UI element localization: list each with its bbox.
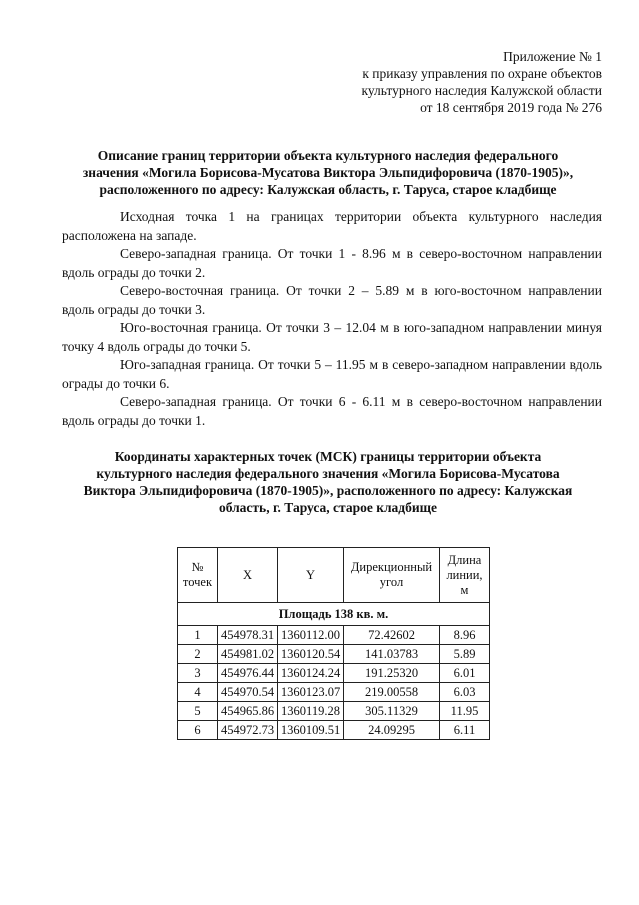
cell-x: 454970.54: [218, 683, 278, 702]
cell-x: 454981.02: [218, 645, 278, 664]
cell-x: 454976.44: [218, 664, 278, 683]
title-line: значения «Могила Борисова-Мусатова Виктора Эльпидифоровича (1870-1905)»,: [82, 165, 574, 180]
cell-point: 2: [178, 645, 218, 664]
annex-line: к приказу управления по охране объектов: [362, 66, 602, 81]
annex-line: Приложение № 1: [503, 49, 602, 64]
table-row: [178, 702, 490, 721]
title-line: Виктора Эльпидифоровича (1870-1905)», расположенного по адресу: Калужская: [83, 483, 573, 498]
cell-point: 3: [178, 664, 218, 683]
table-row: [178, 721, 490, 740]
cell-angle: 72.42602: [344, 626, 440, 645]
paragraph: Исходная точка 1 на границах территории объекта культурного наследия расположена на западе.: [62, 209, 602, 243]
title-line: культурного наследия федерального значения «Могила Борисова-Мусатова: [96, 466, 560, 481]
cell-y: 1360123.07: [278, 683, 344, 702]
title-line: область, г. Таруса, старое кладбище: [218, 500, 438, 515]
cell-length: 5.89: [440, 645, 490, 664]
cell-angle: 24.09295: [344, 721, 440, 740]
cell-y: 1360109.51: [278, 721, 344, 740]
cell-angle: 191.25320: [344, 664, 440, 683]
cell-x: 454965.86: [218, 702, 278, 721]
area-row: [178, 603, 490, 626]
table-row: [178, 626, 490, 645]
annex-line: культурного наследия Калужской области: [361, 83, 602, 98]
header-line-length: Длина линии, м: [440, 548, 490, 603]
header-x: X: [218, 548, 278, 603]
cell-length: 6.11: [440, 721, 490, 740]
paragraph: Северо-западная граница. От точки 1 - 8.96 м в северо-восточном направлении вдоль ограды до точки 2.: [62, 246, 602, 280]
annex-line: от 18 сентября 2019 года № 276: [420, 100, 602, 115]
header-y: Y: [278, 548, 344, 603]
paragraph: Юго-западная граница. От точки 5 – 11.95 м в северо-западном направлении вдоль ограды до точки 6.: [62, 357, 602, 391]
coordinates-title: [60, 448, 596, 516]
cell-length: 11.95: [440, 702, 490, 721]
cell-y: 1360119.28: [278, 702, 344, 721]
area-cell: Площадь 138 кв. м.: [178, 603, 490, 626]
table-row: [178, 664, 490, 683]
cell-x: 454978.31: [218, 626, 278, 645]
title-line: расположенного по адресу: Калужская область, г. Таруса, старое кладбище: [99, 182, 557, 197]
table-row: [178, 645, 490, 664]
cell-x: 454972.73: [218, 721, 278, 740]
cell-y: 1360112.00: [278, 626, 344, 645]
paragraph: Юго-восточная граница. От точки 3 – 12.04 м в юго-западном направлении минуя точку 4 вдоль ограды до точки 5.: [62, 320, 602, 354]
paragraph: Северо-западная граница. От точки 6 - 6.11 м в северо-восточном направлении вдоль ограды до точки 1.: [62, 394, 602, 428]
cell-point: 4: [178, 683, 218, 702]
cell-length: 6.01: [440, 664, 490, 683]
cell-length: 8.96: [440, 626, 490, 645]
header-direction-angle: Дирекционный угол: [344, 548, 440, 603]
boundary-description: [62, 208, 602, 430]
cell-y: 1360120.54: [278, 645, 344, 664]
description-title: [48, 147, 608, 198]
table-header-row: [178, 548, 490, 603]
paragraph: Северо-восточная граница. От точки 2 – 5.89 м в юго-восточном направлении вдоль ограды до точки 3.: [62, 283, 602, 317]
cell-angle: 305.11329: [344, 702, 440, 721]
cell-point: 1: [178, 626, 218, 645]
cell-angle: 141.03783: [344, 645, 440, 664]
cell-length: 6.03: [440, 683, 490, 702]
cell-angle: 219.00558: [344, 683, 440, 702]
cell-point: 5: [178, 702, 218, 721]
cell-y: 1360124.24: [278, 664, 344, 683]
table-row: [178, 683, 490, 702]
title-line: Описание границ территории объекта культурного наследия федерального: [97, 148, 559, 163]
header-point-number: № точек: [178, 548, 218, 603]
coordinates-table: [177, 547, 490, 740]
cell-point: 6: [178, 721, 218, 740]
annex-header: [361, 48, 602, 116]
title-line: Координаты характерных точек (МСК) границы территории объекта: [114, 449, 542, 464]
